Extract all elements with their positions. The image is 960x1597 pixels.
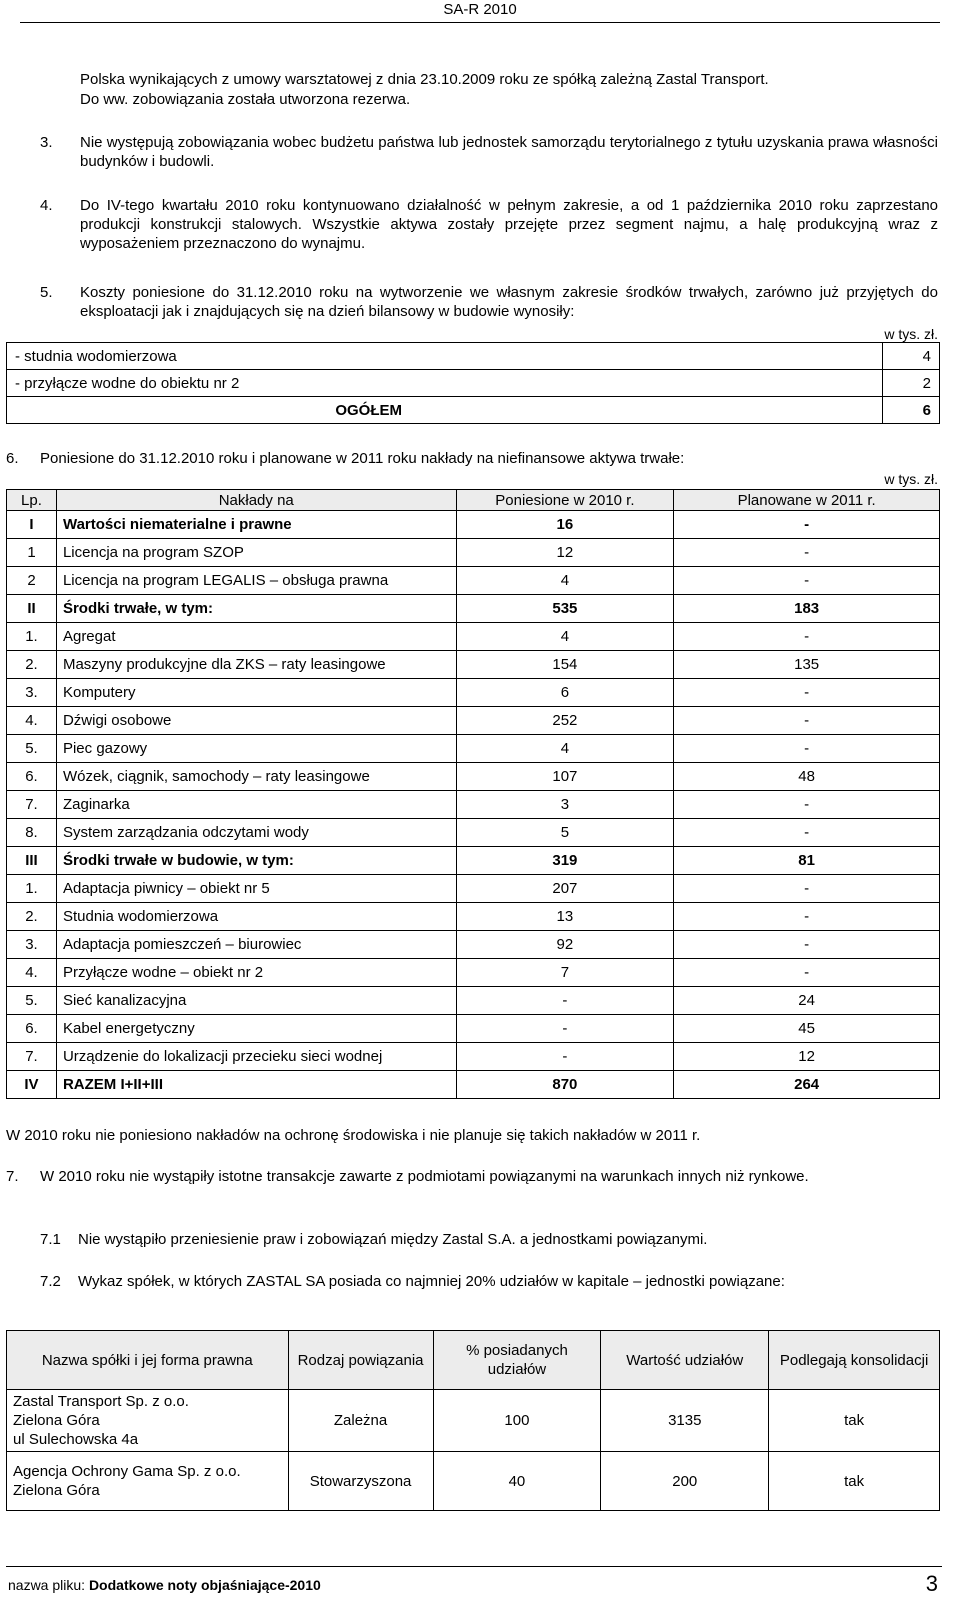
col-header-2010: Poniesione w 2010 r. <box>456 490 674 511</box>
investment-2011: - <box>674 511 940 539</box>
unit-label-1: w tys. zł. <box>884 326 938 342</box>
col-header-pct: % posiadanych udziałów <box>433 1331 601 1390</box>
page-header-title: SA-R 2010 <box>443 1 517 18</box>
subsidiary-name-line: Zielona Góra <box>13 1412 100 1429</box>
construction-row <box>7 343 940 370</box>
subsidiary-name <box>7 1452 289 1511</box>
investment-name: Sieć kanalizacyjna <box>56 987 456 1015</box>
investment-2010: 4 <box>456 567 674 595</box>
investment-lp: IV <box>7 1071 57 1099</box>
construction-value: 4 <box>883 343 940 370</box>
investment-row <box>7 595 940 623</box>
header-rule <box>20 22 940 23</box>
investment-row <box>7 987 940 1015</box>
investment-name: RAZEM I+II+III <box>56 1071 456 1099</box>
footer-filename <box>8 1576 321 1595</box>
investment-name: Środki trwałe w budowie, w tym: <box>56 847 456 875</box>
item-3-number: 3. <box>40 134 53 151</box>
col-header-value: Wartość udziałów <box>601 1331 769 1390</box>
investment-lp: 3. <box>7 679 57 707</box>
investment-lp: 3. <box>7 931 57 959</box>
investment-name: Wózek, ciągnik, samochody – raty leasingowe <box>56 763 456 791</box>
investment-row <box>7 511 940 539</box>
investment-lp: 6. <box>7 1015 57 1043</box>
investment-2010: 92 <box>456 931 674 959</box>
investment-lp: 5. <box>7 735 57 763</box>
investment-name: Komputery <box>56 679 456 707</box>
construction-label: - studnia wodomierzowa <box>7 343 883 370</box>
investment-2011: 183 <box>674 595 940 623</box>
item-5-text: Koszty poniesione do 31.12.2010 roku na wytworzenie we własnym zakresie środków trwałych, zarówno już przyjętych do eksploatacji jak i znajdujących się na dzień bilansowy w budowie wynosiły: <box>80 284 938 320</box>
investment-row <box>7 931 940 959</box>
item-5-number: 5. <box>40 284 53 301</box>
footer-file: Dodatkowe noty objaśniające-2010 <box>88 1577 321 1593</box>
item-7-text: W 2010 roku nie wystąpiły istotne transakcje zawarte z podmiotami powiązanymi na warunkach innych niż rynkowe. <box>40 1168 809 1185</box>
investment-2011: - <box>674 567 940 595</box>
investment-name: Licencja na program SZOP <box>56 539 456 567</box>
investment-name: Licencja na program LEGALIS – obsługa prawna <box>56 567 456 595</box>
investment-row <box>7 1071 940 1099</box>
investment-2011: - <box>674 931 940 959</box>
investment-name: Kabel energetyczny <box>56 1015 456 1043</box>
col-header-nakłady: Nakłady na <box>56 490 456 511</box>
investment-2011: - <box>674 819 940 847</box>
investment-row <box>7 679 940 707</box>
investment-row <box>7 903 940 931</box>
investment-name: System zarządzania odczytami wody <box>56 819 456 847</box>
construction-value: 2 <box>883 370 940 397</box>
construction-label: - przyłącze wodne do obiektu nr 2 <box>7 370 883 397</box>
investment-row <box>7 735 940 763</box>
investment-lp: I <box>7 511 57 539</box>
construction-total-value: 6 <box>883 397 940 424</box>
investment-row <box>7 763 940 791</box>
investment-lp: 4. <box>7 959 57 987</box>
investment-2010: 319 <box>456 847 674 875</box>
investment-row <box>7 539 940 567</box>
investment-name: Studnia wodomierzowa <box>56 903 456 931</box>
investment-2011: - <box>674 623 940 651</box>
subsidiaries-table <box>6 1330 940 1511</box>
investment-2011: - <box>674 875 940 903</box>
investment-2011: 81 <box>674 847 940 875</box>
investment-2011: - <box>674 735 940 763</box>
investment-2011: - <box>674 903 940 931</box>
investment-2010: 16 <box>456 511 674 539</box>
intro-line-1: Polska wynikających z umowy warsztatowej z dnia 23.10.2009 roku ze spółką zależną Zastal Transport. <box>80 71 769 88</box>
subsidiaries-header-row <box>7 1331 940 1390</box>
investment-2010: - <box>456 1043 674 1071</box>
investment-lp: 4. <box>7 707 57 735</box>
subsidiary-type: Zależna <box>288 1390 433 1452</box>
page-number: 3 <box>925 1571 938 1596</box>
construction-total-label: OGÓŁEM <box>7 397 883 424</box>
item-4-text: Do IV-tego kwartału 2010 roku kontynuowano działalność w pełnym zakresie, a od 1 października 2010 roku zaprzestano produkcji konstrukcji stalowych. Wszystkie aktywa zostały przejęte przez segment najmu, a halę produkcyjną wraz z wyposażeniem przeznaczono do wynajmu. <box>80 197 938 252</box>
item-7-number: 7. <box>6 1168 19 1185</box>
investment-2011: 24 <box>674 987 940 1015</box>
investment-2011: 264 <box>674 1071 940 1099</box>
investment-2010: 107 <box>456 763 674 791</box>
unit-label-2: w tys. zł. <box>884 471 938 487</box>
investment-2010: 6 <box>456 679 674 707</box>
investment-name: Dźwigi osobowe <box>56 707 456 735</box>
investment-2010: 4 <box>456 623 674 651</box>
investment-2010: 207 <box>456 875 674 903</box>
investment-2011: - <box>674 707 940 735</box>
item-6-number: 6. <box>6 450 19 467</box>
investment-row <box>7 651 940 679</box>
investment-row <box>7 819 940 847</box>
col-header-type: Rodzaj powiązania <box>288 1331 433 1390</box>
investment-row <box>7 1043 940 1071</box>
investment-name: Piec gazowy <box>56 735 456 763</box>
subsidiary-pct: 40 <box>433 1452 601 1511</box>
investment-2010: 13 <box>456 903 674 931</box>
col-header-consolidation: Podlegają konsolidacji <box>769 1331 940 1390</box>
item-7-1-text: Nie wystąpiło przeniesienie praw i zobowiązań między Zastal S.A. a jednostkami powiązanymi. <box>78 1231 708 1248</box>
investment-row <box>7 707 940 735</box>
investment-lp: 6. <box>7 763 57 791</box>
item-7-2-number: 7.2 <box>40 1273 61 1290</box>
col-header-name: Nazwa spółki i jej forma prawna <box>7 1331 289 1390</box>
investment-lp: 8. <box>7 819 57 847</box>
investment-2010: - <box>456 1015 674 1043</box>
investment-2010: 154 <box>456 651 674 679</box>
investment-lp: 2. <box>7 903 57 931</box>
subsidiary-row <box>7 1390 940 1452</box>
investment-row <box>7 847 940 875</box>
subsidiary-consolidation: tak <box>769 1452 940 1511</box>
investment-row <box>7 959 940 987</box>
investment-2011: 12 <box>674 1043 940 1071</box>
investment-2010: 870 <box>456 1071 674 1099</box>
investment-name: Przyłącze wodne – obiekt nr 2 <box>56 959 456 987</box>
investment-name: Środki trwałe, w tym: <box>56 595 456 623</box>
construction-total-row <box>7 397 940 424</box>
intro-line-2: Do ww. zobowiązania została utworzona rezerwa. <box>80 91 411 108</box>
investment-2010: - <box>456 987 674 1015</box>
subsidiary-name-line: ul Sulechowska 4a <box>13 1431 139 1448</box>
footer-rule <box>6 1566 942 1567</box>
item-6-text: Poniesione do 31.12.2010 roku i planowane w 2011 roku nakłady na niefinansowe aktywa trwałe: <box>40 450 685 467</box>
subsidiary-name-line: Zielona Góra <box>13 1482 100 1499</box>
item-4-number: 4. <box>40 197 53 214</box>
investment-lp: 1 <box>7 539 57 567</box>
construction-row <box>7 370 940 397</box>
item-7-2-text: Wykaz spółek, w których ZASTAL SA posiada co najmniej 20% udziałów w kapitale – jednostki powiązane: <box>78 1273 785 1290</box>
investment-2010: 252 <box>456 707 674 735</box>
investment-lp: 7. <box>7 791 57 819</box>
construction-costs-table <box>6 342 940 424</box>
investment-row <box>7 875 940 903</box>
subsidiary-name <box>7 1390 289 1452</box>
investment-2011: - <box>674 959 940 987</box>
subsidiary-consolidation: tak <box>769 1390 940 1452</box>
footer-label: nazwa pliku: <box>8 1577 89 1593</box>
subsidiary-name-line: Zastal Transport Sp. z o.o. <box>13 1393 189 1410</box>
investment-2010: 12 <box>456 539 674 567</box>
investment-2010: 7 <box>456 959 674 987</box>
investment-2011: 48 <box>674 763 940 791</box>
investment-row <box>7 623 940 651</box>
investment-2011: 135 <box>674 651 940 679</box>
subsidiary-type: Stowarzyszona <box>288 1452 433 1511</box>
investment-lp: 2 <box>7 567 57 595</box>
investment-name: Adaptacja pomieszczeń – biurowiec <box>56 931 456 959</box>
investment-name: Agregat <box>56 623 456 651</box>
investment-name: Maszyny produkcyjne dla ZKS – raty leasingowe <box>56 651 456 679</box>
subsidiary-value: 3135 <box>601 1390 769 1452</box>
investment-lp: 1. <box>7 623 57 651</box>
investment-2011: - <box>674 791 940 819</box>
investment-2010: 4 <box>456 735 674 763</box>
investment-lp: 5. <box>7 987 57 1015</box>
investment-lp: 1. <box>7 875 57 903</box>
investment-2010: 535 <box>456 595 674 623</box>
col-header-2011: Planowane w 2011 r. <box>674 490 940 511</box>
investment-name: Zaginarka <box>56 791 456 819</box>
subsidiary-value: 200 <box>601 1452 769 1511</box>
investment-lp: III <box>7 847 57 875</box>
item-3-text: Nie występują zobowiązania wobec budżetu państwa lub jednostek samorządu terytorialnego z tytułu uzyskania prawa własności budynków i budowli. <box>80 134 938 170</box>
investments-header-row <box>7 490 940 511</box>
investment-row <box>7 567 940 595</box>
investments-table <box>6 489 940 1099</box>
investment-name: Urządzenie do lokalizacji przecieku sieci wodnej <box>56 1043 456 1071</box>
environment-note: W 2010 roku nie poniesiono nakładów na ochronę środowiska i nie planuje się takich nakładów w 2011 r. <box>6 1127 701 1144</box>
investment-lp: II <box>7 595 57 623</box>
item-7-1-number: 7.1 <box>40 1231 61 1248</box>
investment-2010: 3 <box>456 791 674 819</box>
investment-name: Adaptacja piwnicy – obiekt nr 5 <box>56 875 456 903</box>
investment-name: Wartości niematerialne i prawne <box>56 511 456 539</box>
investment-row <box>7 791 940 819</box>
col-header-lp: Lp. <box>7 490 57 511</box>
subsidiary-name-line: Agencja Ochrony Gama Sp. z o.o. <box>13 1463 241 1480</box>
subsidiary-row <box>7 1452 940 1511</box>
investment-2011: 45 <box>674 1015 940 1043</box>
investment-2011: - <box>674 539 940 567</box>
investment-lp: 7. <box>7 1043 57 1071</box>
investment-row <box>7 1015 940 1043</box>
investment-2011: - <box>674 679 940 707</box>
investment-lp: 2. <box>7 651 57 679</box>
subsidiary-pct: 100 <box>433 1390 601 1452</box>
investment-2010: 5 <box>456 819 674 847</box>
